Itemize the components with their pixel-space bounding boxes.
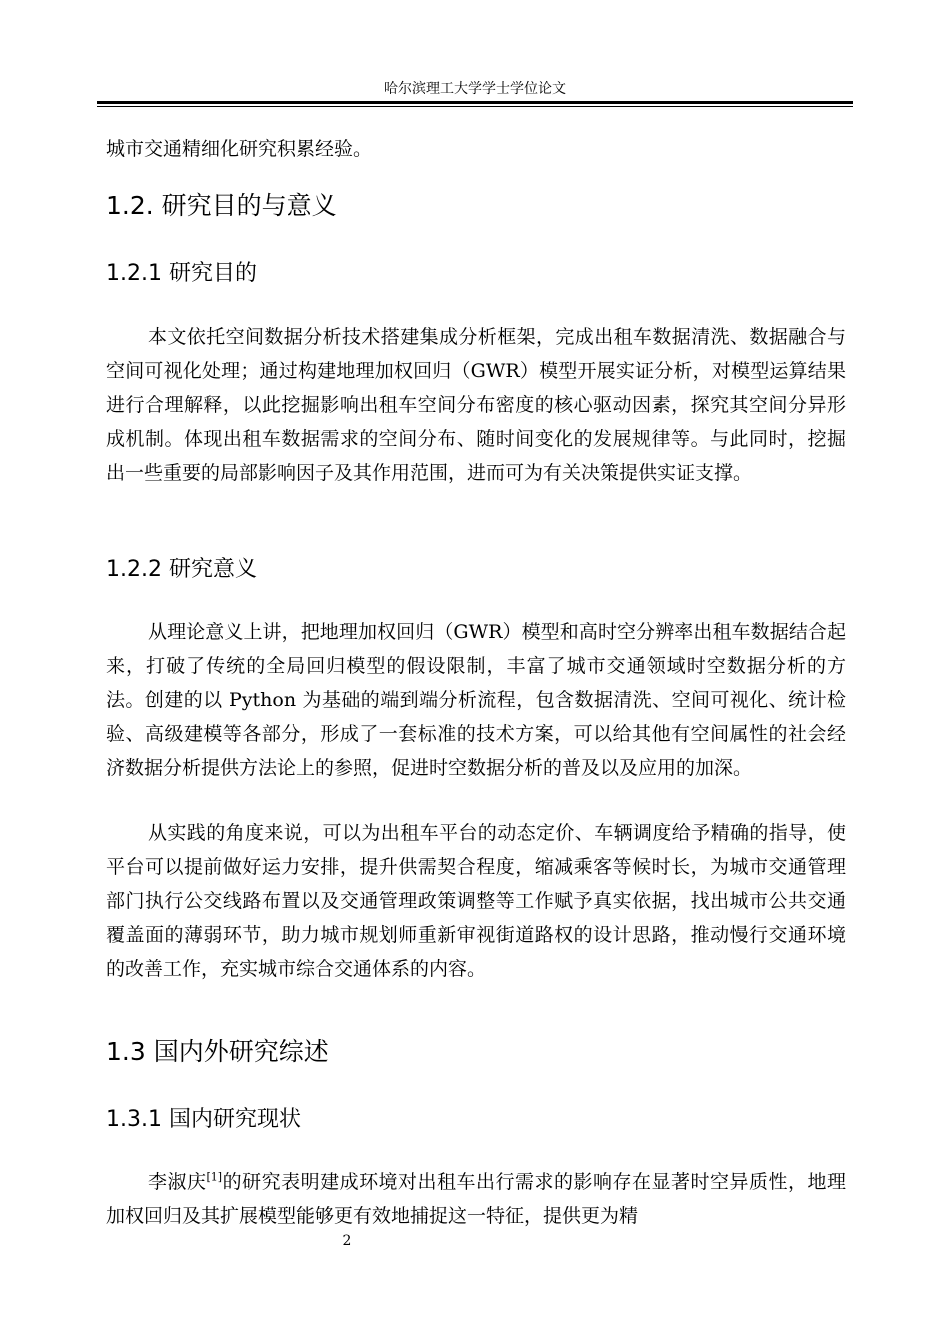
header-rule-thick	[97, 101, 853, 104]
subsection-heading-1-2-2: 1.2.2 研究意义	[106, 557, 257, 582]
continuation-paragraph: 城市交通精细化研究积累经验。	[106, 138, 373, 160]
section-heading-1-2: 1.2. 研究目的与意义	[106, 191, 337, 220]
paragraph-research-purpose: 本文依托空间数据分析技术搭建集成分析框架，完成出租车数据清洗、数据融合与空间可视化处理；通过构建地理加权回归（GWR）模型开展实证分析，对模型运算结果进行合理解释，以此挖掘影响出租车空间分布密度的核心驱动因素，探究其空间分异形成机制。体现出租车数据需求的空间分布、随时间变化的发展规律等。与此同时，挖掘出一些重要的局部影响因子及其作用范围，进而可为有关决策提供实证支撑。	[106, 326, 846, 484]
citation-marker[interactable]: [1]	[206, 1170, 223, 1184]
subsection-heading-1-3-1: 1.3.1 国内研究现状	[106, 1107, 301, 1132]
header-rule-thin	[97, 106, 853, 107]
paragraph-theoretical-significance: 从理论意义上讲，把地理加权回归（GWR）模型和高时空分辨率出租车数据结合起来，打破了传统的全局回归模型的假设限制，丰富了城市交通领域时空数据分析的方法。创建的以 Python 为基础的端到端分析流程，包含数据清洗、空间可视化、统计检验、高级建模等各部分，形成了一套标准的技术方案，可以给其他有空间属性的社会经济数据分析提供方法论上的参照，促进时空数据分析的普及以及应用的加深。	[106, 621, 846, 779]
page-number: 2	[342, 1233, 352, 1249]
cited-author: 李淑庆	[148, 1171, 207, 1193]
paragraph-domestic-research	[106, 1165, 846, 1233]
subsection-heading-1-2-1: 1.2.1 研究目的	[106, 261, 257, 286]
paragraph-practical-significance: 从实践的角度来说，可以为出租车平台的动态定价、车辆调度给予精确的指导，使平台可以提前做好运力安排，提升供需契合程度，缩减乘客等候时长，为城市交通管理部门执行公交线路布置以及交通管理政策调整等工作赋予真实依据，找出城市公共交通覆盖面的薄弱环节，助力城市规划师重新审视街道路权的设计思路，推动慢行交通环境的改善工作，充实城市综合交通体系的内容。	[106, 822, 846, 980]
paragraph-text: 的研究表明建成环境对出租车出行需求的影响存在显著时空异质性，地理加权回归及其扩展模型能够更有效地捕捉这一特征，提供更为精	[106, 1171, 846, 1227]
section-heading-1-3: 1.3 国内外研究综述	[106, 1037, 329, 1066]
running-header: 哈尔滨理工大学学士学位论文	[384, 81, 566, 97]
